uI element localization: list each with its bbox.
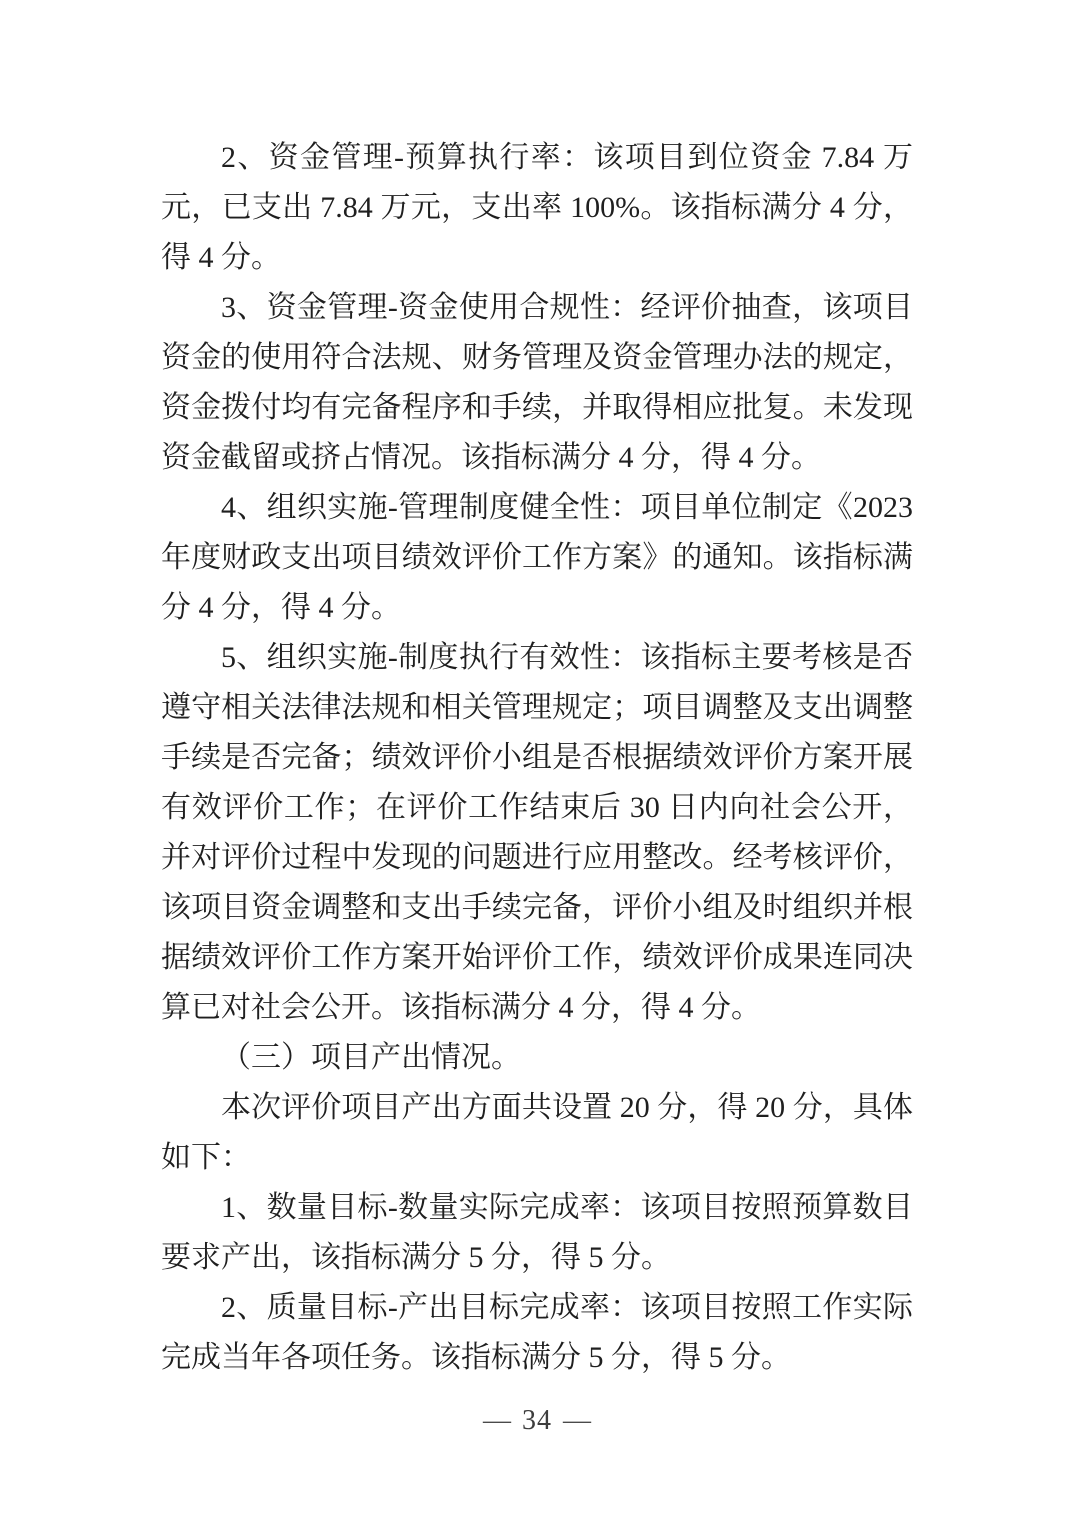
document-body [161, 133, 913, 1383]
paragraph-output-score-summary: 本次评价项目产出方面共设置 20 分，得 20 分，具体如下： [161, 1091, 913, 1174]
paragraph-fund-budget-execution: 2、资金管理-预算执行率：该项目到位资金 7.84 万元，已支出 7.84 万元，支出率 100%。该指标满分 4 分，得 4 分。 [161, 141, 913, 274]
paragraph-quantity-target: 1、数量目标-数量实际完成率：该项目按照预算数目要求产出，该指标满分 5 分，得 5 分。 [161, 1191, 913, 1274]
paragraph-quality-target: 2、质量目标-产出目标完成率：该项目按照工作实际完成当年各项任务。该指标满分 5 分，得 5 分。 [161, 1291, 913, 1374]
paragraph-fund-use-compliance: 3、资金管理-资金使用合规性：经评价抽查，该项目资金的使用符合法规、财务管理及资金管理办法的规定，资金拨付均有完备程序和手续，并取得相应批复。未发现资金截留或挤占情况。该指标满分 4 分，得 4 分。 [161, 291, 913, 474]
page-footer [0, 1403, 1074, 1439]
paragraph-system-execution: 5、组织实施-制度执行有效性：该指标主要考核是否遵守相关法律法规和相关管理规定；项目调整及支出调整手续是否完备；绩效评价小组是否根据绩效评价方案开展有效评价工作；在评价工作结束后 30 日内向社会公开，并对评价过程中发现的问题进行应用整改。经考核评价，该项目资金调整和支出手续完备，评价小组及时组织并根据绩效评价工作方案开始评价工作，绩效评价成果连同决算已对社会公开。该指标满分 4 分，得 4 分。 [161, 641, 913, 1024]
footer-dash-left: — [483, 1405, 511, 1436]
page-number: 34 [522, 1405, 552, 1436]
footer-dash-right: — [563, 1405, 591, 1436]
paragraph-management-system: 4、组织实施-管理制度健全性：项目单位制定《2023 年度财政支出项目绩效评价工作方案》的通知。该指标满分 4 分，得 4 分。 [161, 491, 913, 624]
heading-project-output: （三）项目产出情况。 [221, 1041, 521, 1074]
